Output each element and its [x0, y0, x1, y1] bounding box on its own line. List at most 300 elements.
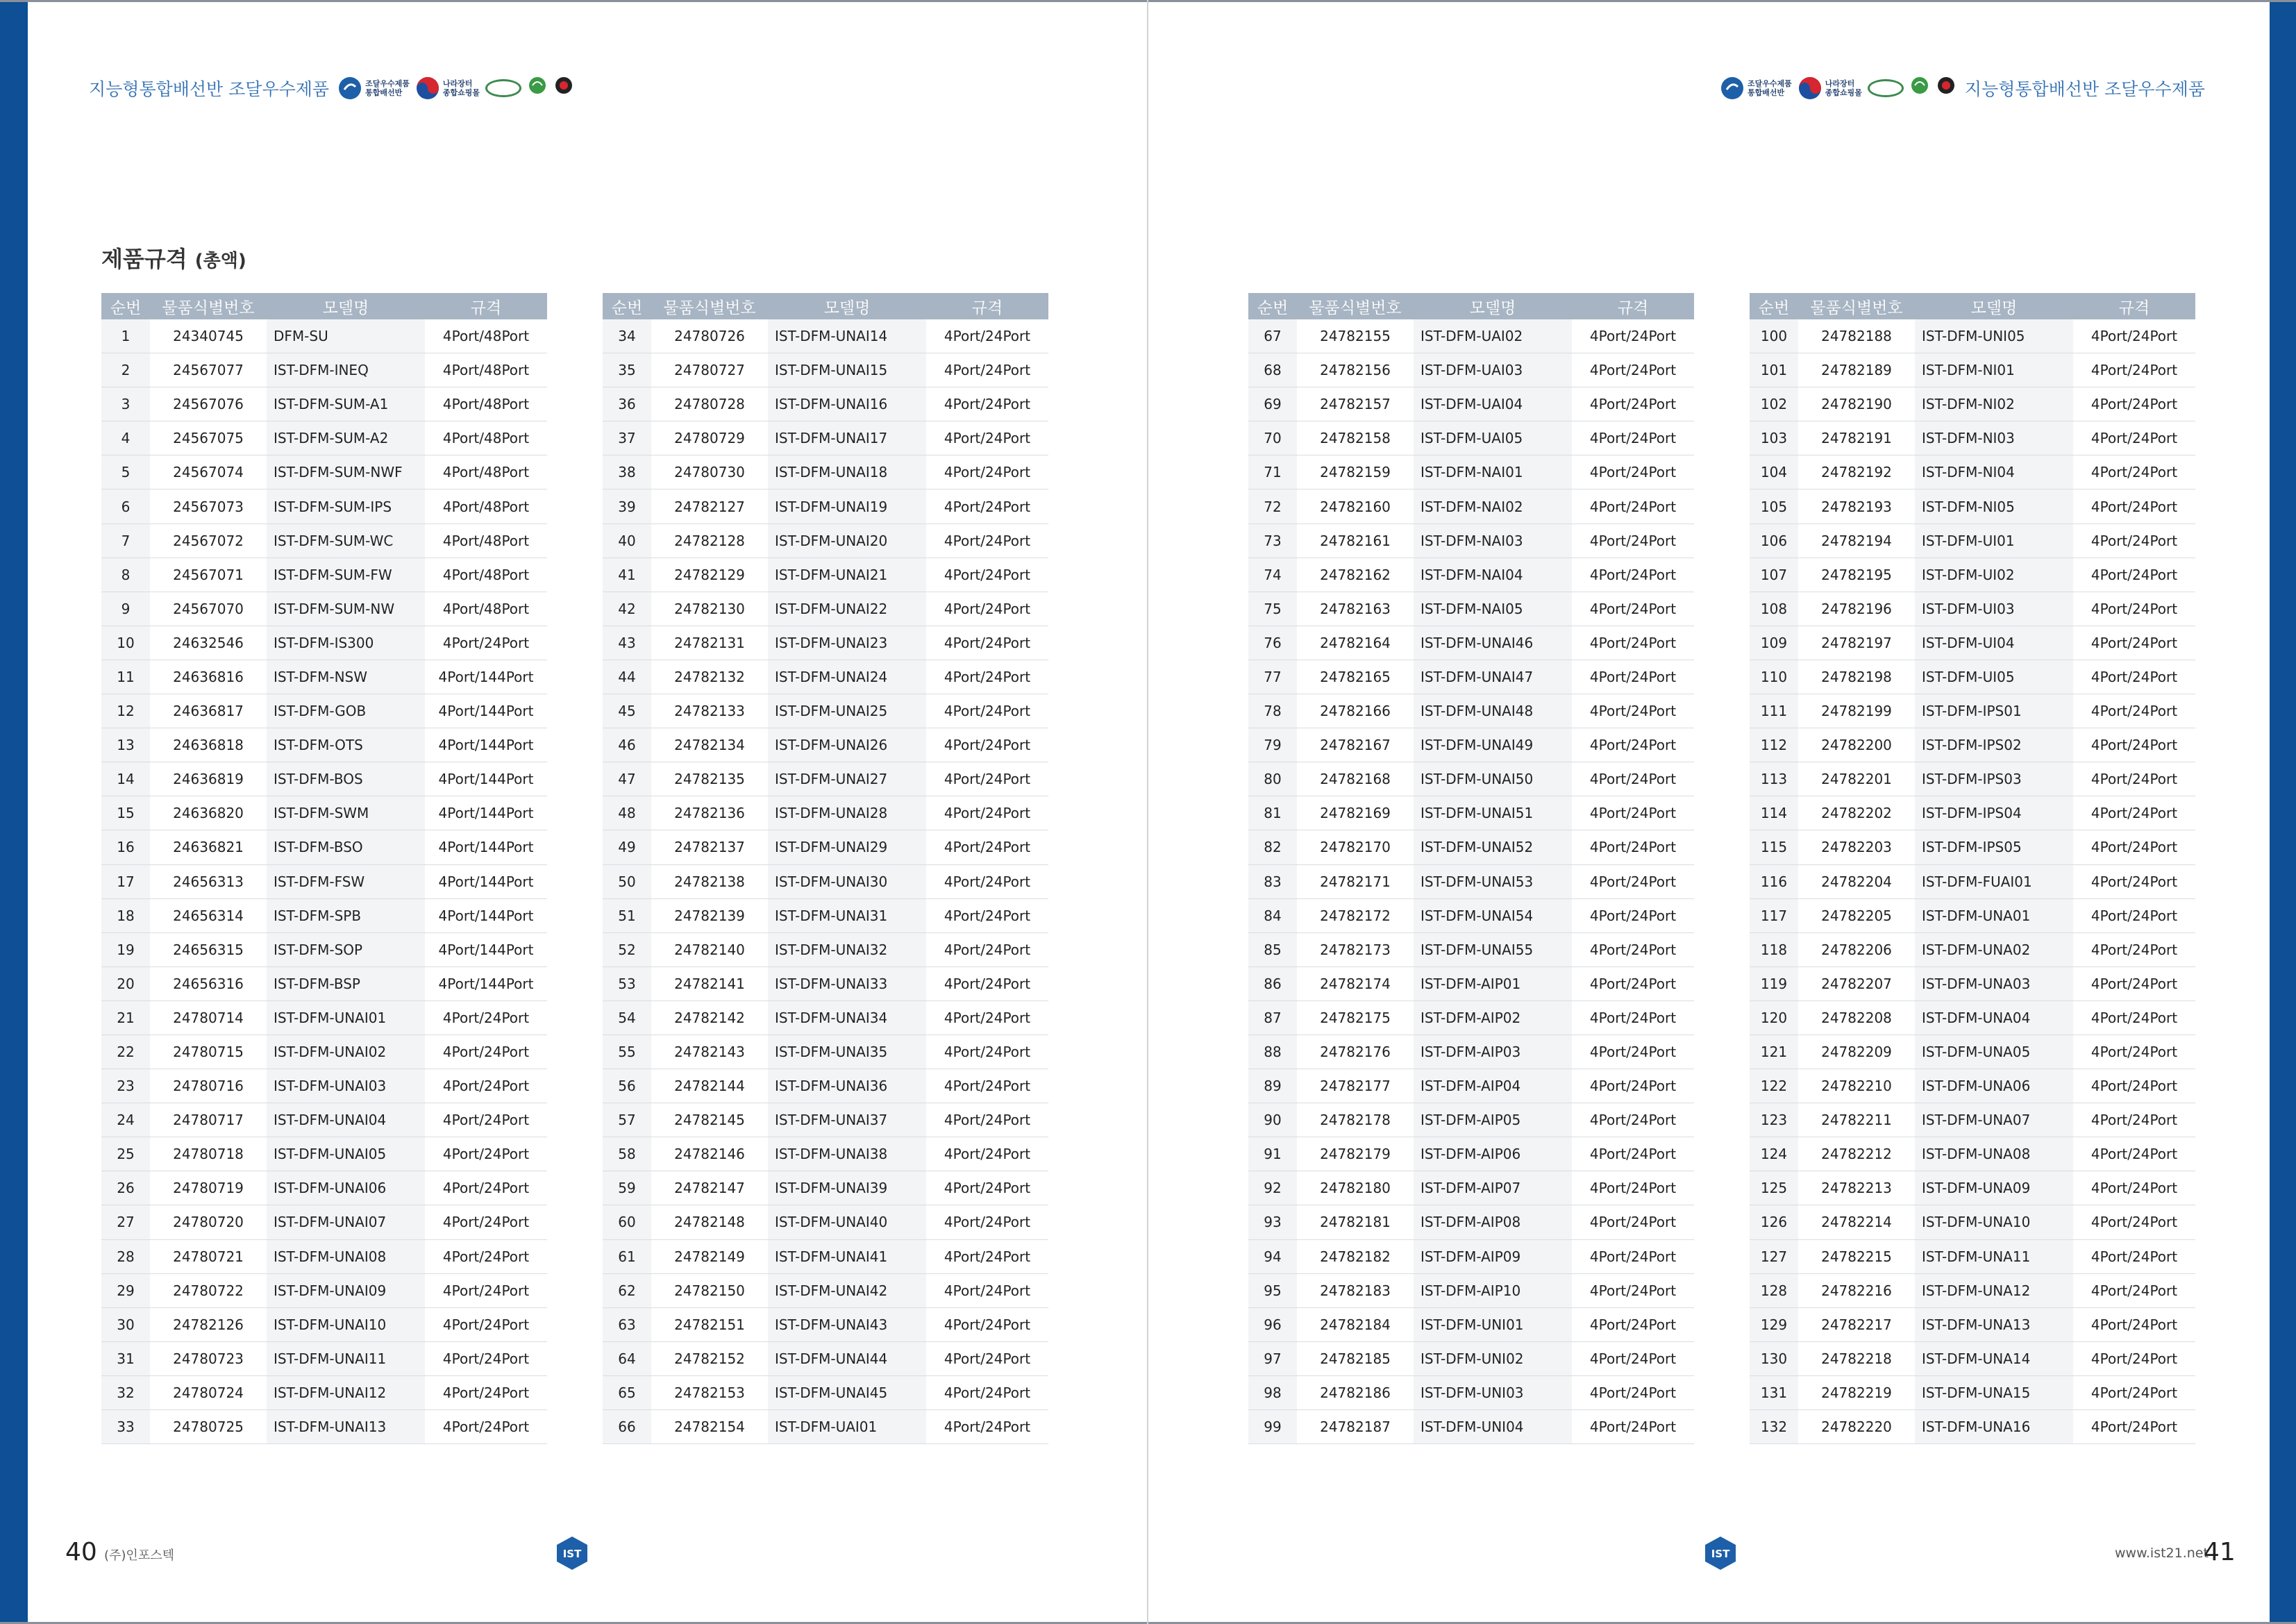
cell-seq: 9 — [101, 592, 150, 626]
cell-model: IST-DFM-SUM-A1 — [267, 387, 425, 421]
cell-seq: 112 — [1750, 728, 1798, 762]
cell-model: IST-DFM-UNA06 — [1915, 1069, 2073, 1103]
cell-seq: 4 — [101, 421, 150, 455]
cell-seq: 107 — [1750, 558, 1798, 592]
cell-spec: 4Port/24Port — [1572, 319, 1694, 353]
table-row — [101, 694, 547, 728]
cell-spec: 4Port/144Port — [425, 898, 547, 932]
table-row — [603, 932, 1048, 966]
cell-seq: 99 — [1248, 1410, 1297, 1444]
cell-seq: 5 — [101, 455, 150, 489]
spec-table-1 — [101, 293, 547, 1444]
ist-logo-icon — [555, 1536, 589, 1571]
cell-spec: 4Port/144Port — [425, 864, 547, 898]
cell-spec: 4Port/144Port — [425, 660, 547, 694]
cell-model: IST-DFM-AIP01 — [1414, 966, 1572, 1001]
cell-model: IST-DFM-UNI01 — [1414, 1307, 1572, 1341]
cell-spec: 4Port/48Port — [425, 524, 547, 558]
cell-seq: 114 — [1750, 796, 1798, 830]
cell-spec: 4Port/24Port — [926, 626, 1048, 660]
table-row — [603, 1341, 1048, 1375]
ist-logo-icon — [1704, 1536, 1737, 1571]
cell-spec: 4Port/24Port — [926, 1171, 1048, 1205]
table-row — [101, 932, 547, 966]
cell-model: IST-DFM-NI02 — [1915, 387, 2073, 421]
cell-model: IST-DFM-UNAI25 — [768, 694, 926, 728]
cell-model: IST-DFM-UNAI35 — [768, 1035, 926, 1069]
cell-item-id: 24782190 — [1798, 387, 1915, 421]
cell-model: IST-DFM-NI05 — [1915, 489, 2073, 524]
col-header-seq: 순번 — [1248, 293, 1297, 319]
cell-model: IST-DFM-NAI05 — [1414, 592, 1572, 626]
col-header-spec: 규격 — [1572, 293, 1694, 319]
table-row — [603, 830, 1048, 864]
cell-spec: 4Port/24Port — [425, 1410, 547, 1444]
cell-item-id: 24782210 — [1798, 1069, 1915, 1103]
cell-spec: 4Port/48Port — [425, 319, 547, 353]
cell-seq: 46 — [603, 728, 651, 762]
cell-model: IST-DFM-UNAI49 — [1414, 728, 1572, 762]
cell-model: IST-DFM-AIP07 — [1414, 1171, 1572, 1205]
cell-item-id: 24782176 — [1297, 1035, 1414, 1069]
cell-seq: 68 — [1248, 353, 1297, 387]
cell-model: IST-DFM-NAI01 — [1414, 455, 1572, 489]
col-header-item-id: 물품식별번호 — [150, 293, 267, 319]
cell-seq: 64 — [603, 1341, 651, 1375]
col-header-model: 모델명 — [768, 293, 926, 319]
cell-spec: 4Port/24Port — [926, 796, 1048, 830]
section-title: 제품규격 (총액) — [101, 246, 246, 272]
cell-item-id: 24782150 — [651, 1273, 768, 1307]
cell-seq: 26 — [101, 1171, 150, 1205]
cell-seq: 84 — [1248, 898, 1297, 932]
cell-spec: 4Port/24Port — [1572, 353, 1694, 387]
header-title: 지능형통합배선반 조달우수제품 — [89, 79, 330, 99]
table-row — [1248, 524, 1694, 558]
cell-seq: 79 — [1248, 728, 1297, 762]
cell-seq: 74 — [1248, 558, 1297, 592]
cell-item-id: 24567077 — [150, 353, 267, 387]
cell-spec: 4Port/24Port — [1572, 1205, 1694, 1239]
cell-model: IST-DFM-UNAI36 — [768, 1069, 926, 1103]
table-row — [101, 421, 547, 455]
cell-model: IST-DFM-UNAI16 — [768, 387, 926, 421]
cell-item-id: 24782135 — [651, 762, 768, 796]
cell-item-id: 24782181 — [1297, 1205, 1414, 1239]
table-row — [1248, 1137, 1694, 1171]
cell-seq: 14 — [101, 762, 150, 796]
cell-model: IST-DFM-BSO — [267, 830, 425, 864]
cell-item-id: 24632546 — [150, 626, 267, 660]
cell-item-id: 24782177 — [1297, 1069, 1414, 1103]
cell-spec: 4Port/24Port — [926, 489, 1048, 524]
cell-model: IST-DFM-SUM-NWF — [267, 455, 425, 489]
cell-seq: 66 — [603, 1410, 651, 1444]
cell-spec: 4Port/24Port — [2073, 762, 2195, 796]
table-row — [603, 524, 1048, 558]
cell-model: IST-DFM-IPS05 — [1915, 830, 2073, 864]
cell-seq: 131 — [1750, 1375, 1798, 1409]
cell-model: IST-DFM-UI03 — [1915, 592, 2073, 626]
cell-item-id: 24567070 — [150, 592, 267, 626]
cell-model: IST-DFM-UNA04 — [1915, 1001, 2073, 1035]
cell-seq: 31 — [101, 1341, 150, 1375]
table-row — [1248, 592, 1694, 626]
cell-seq: 115 — [1750, 830, 1798, 864]
table-row — [1750, 966, 2195, 1001]
table-row — [1750, 1307, 2195, 1341]
cell-seq: 52 — [603, 932, 651, 966]
cell-model: IST-DFM-UNAI21 — [768, 558, 926, 592]
cell-model: IST-DFM-OTS — [267, 728, 425, 762]
cell-spec: 4Port/24Port — [2073, 1375, 2195, 1409]
cell-seq: 132 — [1750, 1410, 1798, 1444]
cell-seq: 128 — [1750, 1273, 1798, 1307]
cell-seq: 13 — [101, 728, 150, 762]
cell-spec: 4Port/24Port — [2073, 1171, 2195, 1205]
cell-seq: 6 — [101, 489, 150, 524]
cell-model: IST-DFM-UNAI20 — [768, 524, 926, 558]
cell-seq: 16 — [101, 830, 150, 864]
cell-item-id: 24782194 — [1798, 524, 1915, 558]
header-title: 지능형통합배선반 조달우수제품 — [1964, 79, 2205, 99]
cell-spec: 4Port/24Port — [1572, 694, 1694, 728]
cell-model: IST-DFM-UNAI09 — [267, 1273, 425, 1307]
cell-item-id: 24780717 — [150, 1103, 267, 1137]
cell-model: IST-DFM-UAI05 — [1414, 421, 1572, 455]
cell-item-id: 24782147 — [651, 1171, 768, 1205]
table-row — [1248, 1069, 1694, 1103]
cell-item-id: 24782186 — [1297, 1375, 1414, 1409]
page-number-right: 41 — [2204, 1538, 2236, 1566]
cell-item-id: 24780723 — [150, 1341, 267, 1375]
cell-spec: 4Port/24Port — [1572, 966, 1694, 1001]
cell-model: IST-DFM-UNAI55 — [1414, 932, 1572, 966]
table-row — [1248, 387, 1694, 421]
table-row — [1750, 1103, 2195, 1137]
cell-spec: 4Port/24Port — [2073, 1137, 2195, 1171]
cell-seq: 111 — [1750, 694, 1798, 728]
cell-seq: 76 — [1248, 626, 1297, 660]
cell-spec: 4Port/24Port — [425, 1069, 547, 1103]
cell-spec: 4Port/24Port — [2073, 1205, 2195, 1239]
cell-spec: 4Port/24Port — [2073, 864, 2195, 898]
table-row — [101, 1273, 547, 1307]
cell-seq: 54 — [603, 1001, 651, 1035]
cell-model: IST-DFM-UNA03 — [1915, 966, 2073, 1001]
cell-item-id: 24782128 — [651, 524, 768, 558]
cell-seq: 122 — [1750, 1069, 1798, 1103]
cell-spec: 4Port/144Port — [425, 966, 547, 1001]
cell-item-id: 24782208 — [1798, 1001, 1915, 1035]
table-row — [1750, 1375, 2195, 1409]
cell-seq: 55 — [603, 1035, 651, 1069]
cell-seq: 21 — [101, 1001, 150, 1035]
cell-model: IST-DFM-UNAI12 — [267, 1375, 425, 1409]
cell-spec: 4Port/24Port — [1572, 830, 1694, 864]
cell-item-id: 24782132 — [651, 660, 768, 694]
cell-spec: 4Port/24Port — [926, 762, 1048, 796]
table-row — [1750, 1069, 2195, 1103]
cell-seq: 127 — [1750, 1239, 1798, 1273]
cell-spec: 4Port/24Port — [1572, 1341, 1694, 1375]
cell-seq: 126 — [1750, 1205, 1798, 1239]
table-row — [1248, 1307, 1694, 1341]
table-row — [101, 524, 547, 558]
cell-model: IST-DFM-IPS03 — [1915, 762, 2073, 796]
col-header-spec: 규격 — [2073, 293, 2195, 319]
cell-seq: 91 — [1248, 1137, 1297, 1171]
col-header-spec: 규격 — [425, 293, 547, 319]
cell-item-id: 24782155 — [1297, 319, 1414, 353]
cell-seq: 2 — [101, 353, 150, 387]
cell-item-id: 24782167 — [1297, 728, 1414, 762]
cell-model: IST-DFM-UNA02 — [1915, 932, 2073, 966]
right-page — [1148, 0, 2296, 1624]
cell-model: IST-DFM-UNAI14 — [768, 319, 926, 353]
table-row — [101, 1035, 547, 1069]
table-row — [603, 762, 1048, 796]
cell-item-id: 24782153 — [651, 1375, 768, 1409]
cell-model: IST-DFM-NSW — [267, 660, 425, 694]
cell-seq: 102 — [1750, 387, 1798, 421]
cell-model: IST-DFM-UNAI39 — [768, 1171, 926, 1205]
cell-spec: 4Port/24Port — [1572, 455, 1694, 489]
cell-spec: 4Port/24Port — [2073, 524, 2195, 558]
cell-spec: 4Port/24Port — [425, 1273, 547, 1307]
table-row — [1248, 455, 1694, 489]
table-row — [603, 1137, 1048, 1171]
table-row — [1248, 1410, 1694, 1444]
cell-model: IST-DFM-UNAI13 — [267, 1410, 425, 1444]
table-row — [1750, 1001, 2195, 1035]
cell-item-id: 24782130 — [651, 592, 768, 626]
cell-spec: 4Port/24Port — [2073, 1001, 2195, 1035]
cell-spec: 4Port/24Port — [1572, 932, 1694, 966]
table-row — [101, 1069, 547, 1103]
cell-spec: 4Port/144Port — [425, 932, 547, 966]
cell-seq: 73 — [1248, 524, 1297, 558]
cell-spec: 4Port/24Port — [425, 626, 547, 660]
cell-seq: 42 — [603, 592, 651, 626]
cell-spec: 4Port/24Port — [926, 455, 1048, 489]
cell-model: IST-DFM-UNAI40 — [768, 1205, 926, 1239]
cell-model: IST-DFM-AIP08 — [1414, 1205, 1572, 1239]
table-row — [101, 1205, 547, 1239]
table-row — [101, 1341, 547, 1375]
cell-item-id: 24782145 — [651, 1103, 768, 1137]
cell-item-id: 24782183 — [1297, 1273, 1414, 1307]
cell-spec: 4Port/24Port — [2073, 353, 2195, 387]
cell-spec: 4Port/24Port — [926, 1273, 1048, 1307]
cell-seq: 59 — [603, 1171, 651, 1205]
cell-model: IST-DFM-NI01 — [1915, 353, 2073, 387]
cell-seq: 25 — [101, 1137, 150, 1171]
spec-table-4 — [1750, 293, 2195, 1444]
cell-model: IST-DFM-UAI04 — [1414, 387, 1572, 421]
cell-item-id: 24782149 — [651, 1239, 768, 1273]
cell-model: IST-DFM-NAI04 — [1414, 558, 1572, 592]
cell-seq: 116 — [1750, 864, 1798, 898]
table-row — [1750, 932, 2195, 966]
cell-item-id: 24782200 — [1798, 728, 1915, 762]
cell-model: IST-DFM-UNAI37 — [768, 1103, 926, 1137]
cell-item-id: 24782209 — [1798, 1035, 1915, 1069]
cell-item-id: 24782174 — [1297, 966, 1414, 1001]
cell-item-id: 24782198 — [1798, 660, 1915, 694]
table-row — [1248, 1341, 1694, 1375]
left-edge-band — [0, 0, 28, 1624]
table-row — [1750, 1035, 2195, 1069]
cell-item-id: 24782162 — [1297, 558, 1414, 592]
cell-item-id: 24780719 — [150, 1171, 267, 1205]
cell-item-id: 24782168 — [1297, 762, 1414, 796]
cell-spec: 4Port/24Port — [1572, 1137, 1694, 1171]
cell-spec: 4Port/24Port — [2073, 558, 2195, 592]
cell-seq: 124 — [1750, 1137, 1798, 1171]
table-row — [1248, 1103, 1694, 1137]
cell-seq: 129 — [1750, 1307, 1798, 1341]
procurement-logo-text: 조달우수제품 통합배선반 — [1748, 79, 1792, 97]
cell-seq: 104 — [1750, 455, 1798, 489]
cell-spec: 4Port/24Port — [1572, 592, 1694, 626]
cell-model: IST-DFM-GOB — [267, 694, 425, 728]
table-row — [101, 1307, 547, 1341]
cell-spec: 4Port/24Port — [1572, 524, 1694, 558]
cell-item-id: 24780728 — [651, 387, 768, 421]
cell-model: IST-DFM-UNAI04 — [267, 1103, 425, 1137]
taegeuk-icon — [1798, 76, 1822, 101]
cell-item-id: 24782163 — [1297, 592, 1414, 626]
cell-model: IST-DFM-UNAI07 — [267, 1205, 425, 1239]
cell-seq: 24 — [101, 1103, 150, 1137]
cell-model: IST-DFM-UNAI06 — [267, 1171, 425, 1205]
cell-seq: 48 — [603, 796, 651, 830]
cell-seq: 50 — [603, 864, 651, 898]
cell-model: IST-DFM-UNAI43 — [768, 1307, 926, 1341]
spec-table-2 — [603, 293, 1048, 1444]
cell-spec: 4Port/144Port — [425, 694, 547, 728]
cell-seq: 106 — [1750, 524, 1798, 558]
cell-item-id: 24782164 — [1297, 626, 1414, 660]
cell-model: IST-DFM-AIP04 — [1414, 1069, 1572, 1103]
cell-seq: 110 — [1750, 660, 1798, 694]
website-url: www.ist21.net — [2115, 1546, 2209, 1561]
cell-model: IST-DFM-UI04 — [1915, 626, 2073, 660]
table-row — [1750, 524, 2195, 558]
table-row — [603, 626, 1048, 660]
table-row — [1750, 592, 2195, 626]
svg-text:IST: IST — [562, 1548, 582, 1560]
cell-model: IST-DFM-UNA08 — [1915, 1137, 2073, 1171]
cell-item-id: 24782220 — [1798, 1410, 1915, 1444]
cell-model: IST-DFM-UNAI24 — [768, 660, 926, 694]
table-row — [1750, 558, 2195, 592]
cell-item-id: 24780730 — [651, 455, 768, 489]
cell-item-id: 24567071 — [150, 558, 267, 592]
table-row — [1750, 1341, 2195, 1375]
cell-seq: 63 — [603, 1307, 651, 1341]
cell-spec: 4Port/24Port — [2073, 1103, 2195, 1137]
cell-item-id: 24782146 — [651, 1137, 768, 1171]
cell-spec: 4Port/24Port — [926, 353, 1048, 387]
cell-seq: 101 — [1750, 353, 1798, 387]
table-row — [603, 1171, 1048, 1205]
right-header — [1720, 71, 2205, 106]
cell-model: IST-DFM-UNAI41 — [768, 1239, 926, 1273]
col-header-seq: 순번 — [1750, 293, 1798, 319]
cell-model: IST-DFM-IPS01 — [1915, 694, 2073, 728]
cell-seq: 88 — [1248, 1035, 1297, 1069]
cell-item-id: 24782151 — [651, 1307, 768, 1341]
cell-seq: 53 — [603, 966, 651, 1001]
cell-seq: 117 — [1750, 898, 1798, 932]
left-header — [89, 71, 574, 106]
cell-spec: 4Port/24Port — [1572, 762, 1694, 796]
header-logos — [337, 76, 574, 101]
cell-item-id: 24782171 — [1297, 864, 1414, 898]
cell-seq: 22 — [101, 1035, 150, 1069]
cell-model: IST-DFM-UNA13 — [1915, 1307, 2073, 1341]
cell-spec: 4Port/24Port — [1572, 421, 1694, 455]
cell-seq: 38 — [603, 455, 651, 489]
cell-spec: 4Port/24Port — [2073, 1341, 2195, 1375]
cell-spec: 4Port/24Port — [2073, 421, 2195, 455]
cell-item-id: 24780714 — [150, 1001, 267, 1035]
cell-spec: 4Port/24Port — [1572, 1307, 1694, 1341]
cell-seq: 72 — [1248, 489, 1297, 524]
cell-item-id: 24782178 — [1297, 1103, 1414, 1137]
table-row — [603, 421, 1048, 455]
cell-model: IST-DFM-UNA05 — [1915, 1035, 2073, 1069]
cell-item-id: 24782131 — [651, 626, 768, 660]
cell-spec: 4Port/144Port — [425, 728, 547, 762]
cell-item-id: 24780720 — [150, 1205, 267, 1239]
green-cert-icon — [527, 76, 548, 101]
cell-seq: 11 — [101, 660, 150, 694]
cell-model: IST-DFM-UNAI33 — [768, 966, 926, 1001]
korea-market-logo-text: 나라장터 종합쇼핑몰 — [1825, 79, 1862, 97]
col-header-seq: 순번 — [603, 293, 651, 319]
table-row — [1750, 660, 2195, 694]
table-row — [101, 592, 547, 626]
cell-item-id: 24782156 — [1297, 353, 1414, 387]
cell-seq: 27 — [101, 1205, 150, 1239]
table-row — [101, 796, 547, 830]
cell-spec: 4Port/24Port — [1572, 1239, 1694, 1273]
cell-seq: 41 — [603, 558, 651, 592]
cell-model: IST-DFM-UNAI52 — [1414, 830, 1572, 864]
cell-item-id: 24782197 — [1798, 626, 1915, 660]
cell-model: IST-DFM-SUM-IPS — [267, 489, 425, 524]
cell-seq: 75 — [1248, 592, 1297, 626]
cell-model: IST-DFM-UNAI44 — [768, 1341, 926, 1375]
cell-model: IST-DFM-IPS02 — [1915, 728, 2073, 762]
cell-model: IST-DFM-NAI03 — [1414, 524, 1572, 558]
col-header-item-id: 물품식별번호 — [651, 293, 768, 319]
cell-spec: 4Port/48Port — [425, 455, 547, 489]
cell-item-id: 24782173 — [1297, 932, 1414, 966]
right-edge-band — [2270, 0, 2296, 1624]
cell-model: IST-DFM-IPS04 — [1915, 796, 2073, 830]
cell-item-id: 24782136 — [651, 796, 768, 830]
cell-seq: 45 — [603, 694, 651, 728]
cell-model: IST-DFM-UNA15 — [1915, 1375, 2073, 1409]
cell-spec: 4Port/24Port — [2073, 796, 2195, 830]
cell-item-id: 24782214 — [1798, 1205, 1915, 1239]
table-row — [1750, 864, 2195, 898]
cell-model: IST-DFM-UNA16 — [1915, 1410, 2073, 1444]
